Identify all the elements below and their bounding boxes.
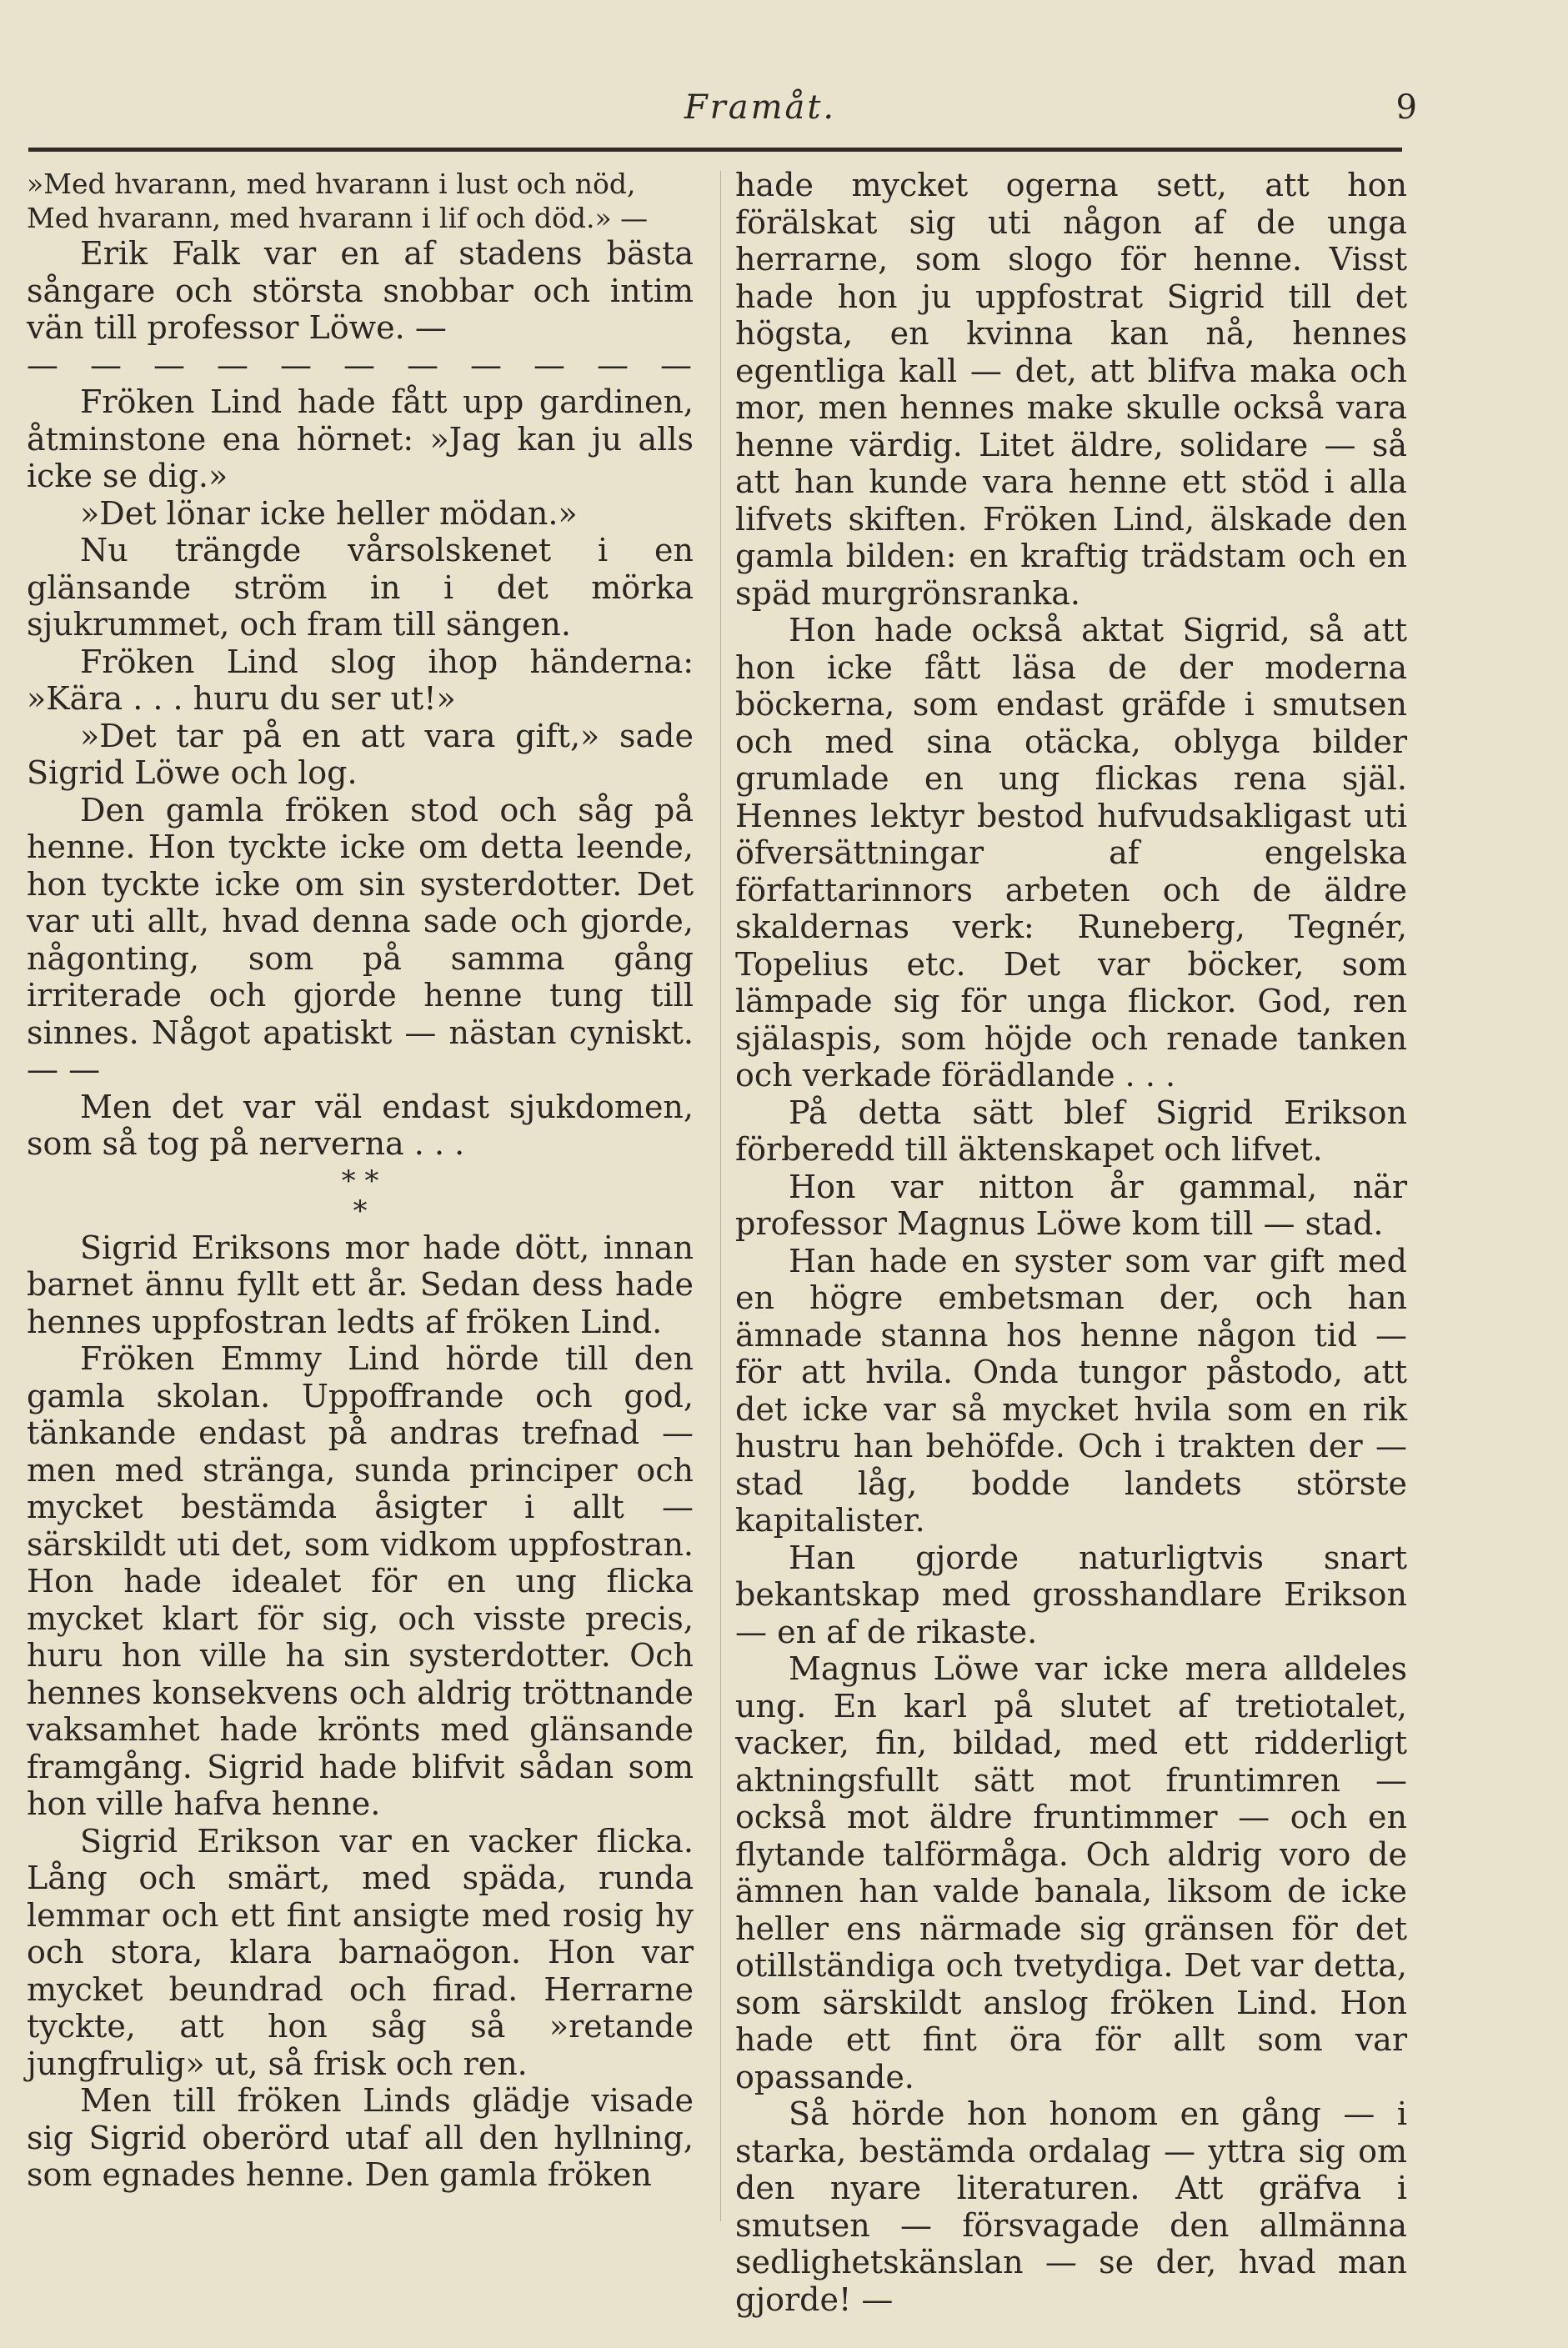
paragraph: Han hade en syster som var gift med en högre embetsman der, och han ämnade stanna hos henne någon tid — för att hvila. Onda tungor påstodo, att det icke var så mycket hvila som en rik hustru han behöfde. Och i trakten der — stad låg, bodde landets störste kapitalister. <box>735 1242 1407 1539</box>
paragraph: Nu trängde vårsolskenet i en glänsande ström in i det mörka sjukrummet, och fram till sängen. <box>27 532 694 643</box>
paragraph: På detta sätt blef Sigrid Erikson förberedd till äktenskapet och lifvet. <box>735 1094 1407 1168</box>
paragraph: Fröken Emmy Lind hörde till den gamla skolan. Uppoffrande och god, tänkande endast på andras trefnad — men med stränga, sunda principer och mycket bestämda åsigter i allt — särskildt uti det, som vidkom uppfostran. Hon hade idealet för en ung flicka mycket klart för sig, och visste precis, huru hon ville ha sin systerdotter. Och hennes konsekvens och aldrig tröttnande vaksamhet hade krönts med glänsande framgång. Sigrid hade blifvit sådan som hon ville hafva henne. <box>27 1340 694 1822</box>
paragraph: hade mycket ogerna sett, att hon förälskat sig uti någon af de unga herrarne, som slogo för henne. Visst hade hon ju uppfostrat Sigrid till det högsta, en kvinna kan nå, hennes egentliga kall — det, att blifva maka och mor, men hennes make skulle också vara henne värdig. Litet äldre, solidare — så att han kunde vara henne ett stöd i alla lifvets skiften. Fröken Lind, älskade den gamla bilden: en kraftig trädstam och en späd murgrönsranka. <box>735 167 1407 612</box>
header-rule <box>28 148 1402 152</box>
asterisks-top: * * <box>341 1164 379 1198</box>
paragraph: Men det var väl endast sjukdomen, som så tog på nerverna . . . <box>27 1088 694 1162</box>
page-number: 9 <box>1395 88 1417 127</box>
paragraph: Hon hade också aktat Sigrid, så att hon icke fått läsa de der moderna böckerna, som endast gräfde i smutsen och med sina otäcka, oblyga bilder grumlade en ung flickas rena själ. Hennes lektyr bestod hufvudsakligast uti öfversättningar af engelska författarinnors arbeten och de äldre skaldernas verk: Runeberg, Tegnér, Topelius etc. Det var böcker, som lämpade sig för unga flickor. God, ren själaspis, som höjde och renade tanken och verkade förädlande . . . <box>735 612 1407 1094</box>
verse-quote <box>27 167 694 235</box>
paragraph: Han gjorde naturligtvis snart bekantskap med grosshandlare Erikson — en af de rikaste. <box>735 1539 1407 1650</box>
paragraph: »Det lönar icke heller mödan.» <box>80 494 578 532</box>
dash-separator: — — — — — — — — — — — <box>27 346 694 383</box>
paragraph: Erik Falk var en af stadens bästa sångare och största snobbar och intim vän till professor Löwe. — <box>27 235 694 346</box>
section-break-asterisks <box>27 1166 694 1226</box>
paragraph: Sigrid Eriksons mor hade dött, innan barnet ännu fyllt ett år. Sedan dess hade hennes uppfostran ledts af fröken Lind. <box>27 1229 694 1340</box>
asterisks-bottom: * <box>353 1194 368 1228</box>
right-column <box>735 167 1407 2318</box>
paragraph: Den gamla fröken stod och såg på henne. Hon tyckte icke om detta leende, hon tyckte icke om sin systerdotter. Det var uti allt, hvad denna sade och gjorde, någonting, som på samma gång irriterade och gjorde henne tung till sinnes. Något apatiskt — nästan cyniskt. — — <box>27 791 694 1088</box>
paragraph: Hon var nitton år gammal, när professor Magnus Löwe kom till — stad. <box>735 1168 1407 1242</box>
paragraph: Men till fröken Linds glädje visade sig Sigrid oberörd utaf all den hyllning, som egnades henne. Den gamla fröken <box>27 2082 694 2193</box>
paragraph: Så hörde hon honom en gång — i starka, bestämda ordalag — yttra sig om den nyare literaturen. Att gräfva i smutsen — försvagade den allmänna sedlighetskänslan — se der, hvad man gjorde! — <box>735 2095 1407 2318</box>
paragraph: Fröken Lind hade fått upp gardinen, åtminstone ena hörnet: »Jag kan ju alls icke se dig.» <box>27 383 694 494</box>
paragraph: Sigrid Erikson var en vacker flicka. Lång och smärt, med späda, runda lemmar och ett fint ansigte med rosig hy och stora, klara barnaögon. Hon var mycket beundrad och firad. Herrarne tyckte, att hon såg så »retande jungfrulig» ut, så frisk och ren. <box>27 1822 694 2082</box>
running-header-title: Framåt. <box>684 88 837 127</box>
verse-line: »Med hvarann, med hvarann i lust och nöd, <box>27 168 636 200</box>
column-divider <box>720 171 721 2221</box>
paragraph: Fröken Lind slog ihop händerna: »Kära . . . huru du ser ut!» <box>27 643 694 717</box>
verse-line: Med hvarann, med hvarann i lif och död.» — <box>27 202 649 234</box>
paragraph: Magnus Löwe var icke mera alldeles ung. En karl på slutet af tretiotalet, vacker, fin, bildad, med ett ridderligt aktningsfullt sätt mot fruntimren — också mot äldre fruntimmer — och en flytande talförmåga. Och aldrig voro de ämnen han valde banala, liksom de icke heller ens närmade sig gränsen för det otillständiga och tvetydiga. Det var detta, som särskildt anslog fröken Lind. Hon hade ett fint öra för allt som var opassande. <box>735 1650 1407 2095</box>
paragraph: »Det tar på en att vara gift,» sade Sigrid Löwe och log. <box>27 717 694 791</box>
left-column <box>27 167 694 2194</box>
